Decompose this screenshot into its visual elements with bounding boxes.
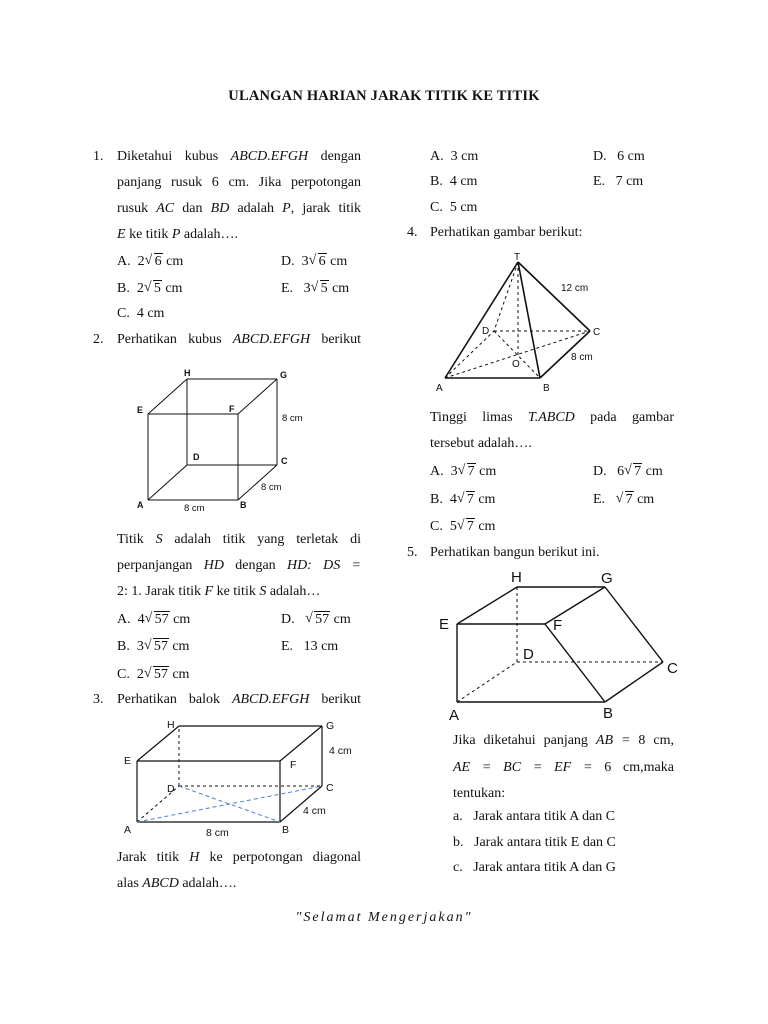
pyramid-side-label-1: 12 cm <box>561 283 589 294</box>
cuboid-label-h: H <box>167 719 175 731</box>
q4-line3: tersebut adalah…. <box>430 436 532 451</box>
pyramid-figure <box>430 250 610 395</box>
q1-line3: rusuk AC dan BD adalah P, jarak titik <box>117 201 361 216</box>
cube-label-d: D <box>193 452 200 462</box>
q2-line2: Titik S adalah titik yang terletak di <box>117 532 361 547</box>
q4-option-d[interactable]: D. 6√ 7 cm <box>593 464 663 480</box>
cuboid-side-label-2: 4 cm <box>303 805 326 817</box>
pyramid-label-d: D <box>482 326 490 337</box>
q3-option-a[interactable]: A. 3 cm <box>430 149 479 164</box>
q3-line1: Perhatikan balok ABCD.EFGH berikut <box>117 692 361 707</box>
q5-item-c: c. Jarak antara titik A dan G <box>453 860 616 875</box>
q1-option-a[interactable]: A. 2√ 6 cm <box>117 254 183 270</box>
pyramid-label-a: A <box>436 383 443 394</box>
q4-line1: Perhatikan gambar berikut: <box>430 225 583 240</box>
cuboid-label-b: B <box>282 824 290 836</box>
cube-label-c: C <box>281 456 288 466</box>
q3-option-d[interactable]: D. 6 cm <box>593 149 645 164</box>
cuboid-label-a: A <box>124 824 132 836</box>
q4-line2: Tinggi limas T.ABCD pada gambar <box>430 410 674 425</box>
cuboid-label-c: C <box>326 782 334 794</box>
q2-option-b[interactable]: B. 3√ 57 cm <box>117 639 189 655</box>
q1-line2: panjang rusuk 6 cm. Jika perpotongan <box>117 175 361 190</box>
q2-option-e[interactable]: E. 13 cm <box>281 639 339 654</box>
q2-number: 2. <box>93 332 104 347</box>
pyramid-side-label-2: 8 cm <box>571 352 593 363</box>
cuboid-figure <box>115 714 352 842</box>
cube-figure <box>110 362 320 517</box>
q1-option-c[interactable]: C. 4 cm <box>117 306 165 321</box>
page-title: ULANGAN HARIAN JARAK TITIK KE TITIK <box>228 88 540 104</box>
cube-label-h: H <box>184 368 191 378</box>
q2-option-c[interactable]: C. 2√ 57 cm <box>117 667 189 683</box>
prism-label-d: D <box>523 646 534 663</box>
q3-line2: Jarak titik H ke perpotongan diagonal <box>117 850 361 865</box>
q1-option-e[interactable]: E. 3√ 5 cm <box>281 281 349 297</box>
cube-label-e: E <box>137 405 144 415</box>
prism-label-b: B <box>603 705 614 722</box>
q4-option-a[interactable]: A. 3√ 7 cm <box>430 464 496 480</box>
cuboid-label-e: E <box>124 755 132 767</box>
prism-label-a: A <box>449 707 460 724</box>
q3-number: 3. <box>93 692 104 707</box>
q2-line4: 2: 1. Jarak titik F ke titik S adalah… <box>117 584 321 599</box>
q1-number: 1. <box>93 149 104 164</box>
q3-line3: alas ABCD adalah…. <box>117 876 237 891</box>
q5-line2: Jika diketahui panjang AB = 8 cm, <box>453 733 675 748</box>
q5-line3: AE = BC = EF = 6 cm,maka <box>453 760 674 775</box>
q2-option-a[interactable]: A. 4√ 57 cm <box>117 612 190 628</box>
q5-line4: tentukan: <box>453 786 506 801</box>
cube-label-f: F <box>229 404 235 414</box>
q2-line1: Perhatikan kubus ABCD.EFGH berikut <box>117 332 361 347</box>
cuboid-label-g: G <box>326 720 335 732</box>
cube-label-a: A <box>137 500 144 510</box>
cube-label-g: G <box>280 370 288 380</box>
prism-label-e: E <box>439 616 450 633</box>
q5-item-b: b. Jarak antara titik E dan C <box>453 835 616 850</box>
pyramid-label-c: C <box>593 327 601 338</box>
cube-side-label-1: 8 cm <box>282 413 303 424</box>
q5-line1: Perhatikan bangun berikut ini. <box>430 545 600 560</box>
q2-line3: perpanjangan HD dengan HD: DS = <box>117 558 361 573</box>
prism-label-c: C <box>667 660 678 677</box>
q1-option-d[interactable]: D. 3√ 6 cm <box>281 254 347 270</box>
cube-label-b: B <box>240 500 247 510</box>
pyramid-label-o: O <box>512 359 520 370</box>
footer-message: "Selamat Mengerjakan" <box>295 910 473 925</box>
prism-figure <box>430 566 690 726</box>
q3-option-b[interactable]: B. 4 cm <box>430 174 478 189</box>
cuboid-label-d: D <box>167 783 175 795</box>
q5-item-a: a. Jarak antara titik A dan C <box>453 809 616 824</box>
q4-option-e[interactable]: E. √ 7 cm <box>593 492 654 508</box>
cuboid-side-label-1: 4 cm <box>329 745 352 757</box>
q1-line1: Diketahui kubus ABCD.EFGH dengan <box>117 149 361 164</box>
cuboid-side-label-3: 8 cm <box>206 827 229 839</box>
q1-line4: E ke titik P adalah…. <box>117 227 238 242</box>
prism-label-f: F <box>553 617 563 634</box>
q2-option-d[interactable]: D. √ 57 cm <box>281 612 351 628</box>
cube-side-label-3: 8 cm <box>184 503 205 514</box>
cube-side-label-2: 8 cm <box>261 482 282 493</box>
q4-option-b[interactable]: B. 4√ 7 cm <box>430 492 495 508</box>
cuboid-label-f: F <box>290 759 297 771</box>
q4-option-c[interactable]: C. 5√ 7 cm <box>430 519 495 535</box>
q3-option-e[interactable]: E. 7 cm <box>593 174 644 189</box>
prism-label-h: H <box>511 569 522 586</box>
q4-number: 4. <box>407 225 418 240</box>
pyramid-label-b: B <box>543 383 550 394</box>
q1-option-b[interactable]: B. 2√ 5 cm <box>117 281 182 297</box>
q3-option-c[interactable]: C. 5 cm <box>430 200 478 215</box>
q5-number: 5. <box>407 545 418 560</box>
pyramid-label-t: T <box>514 252 521 263</box>
prism-label-g: G <box>601 570 613 587</box>
